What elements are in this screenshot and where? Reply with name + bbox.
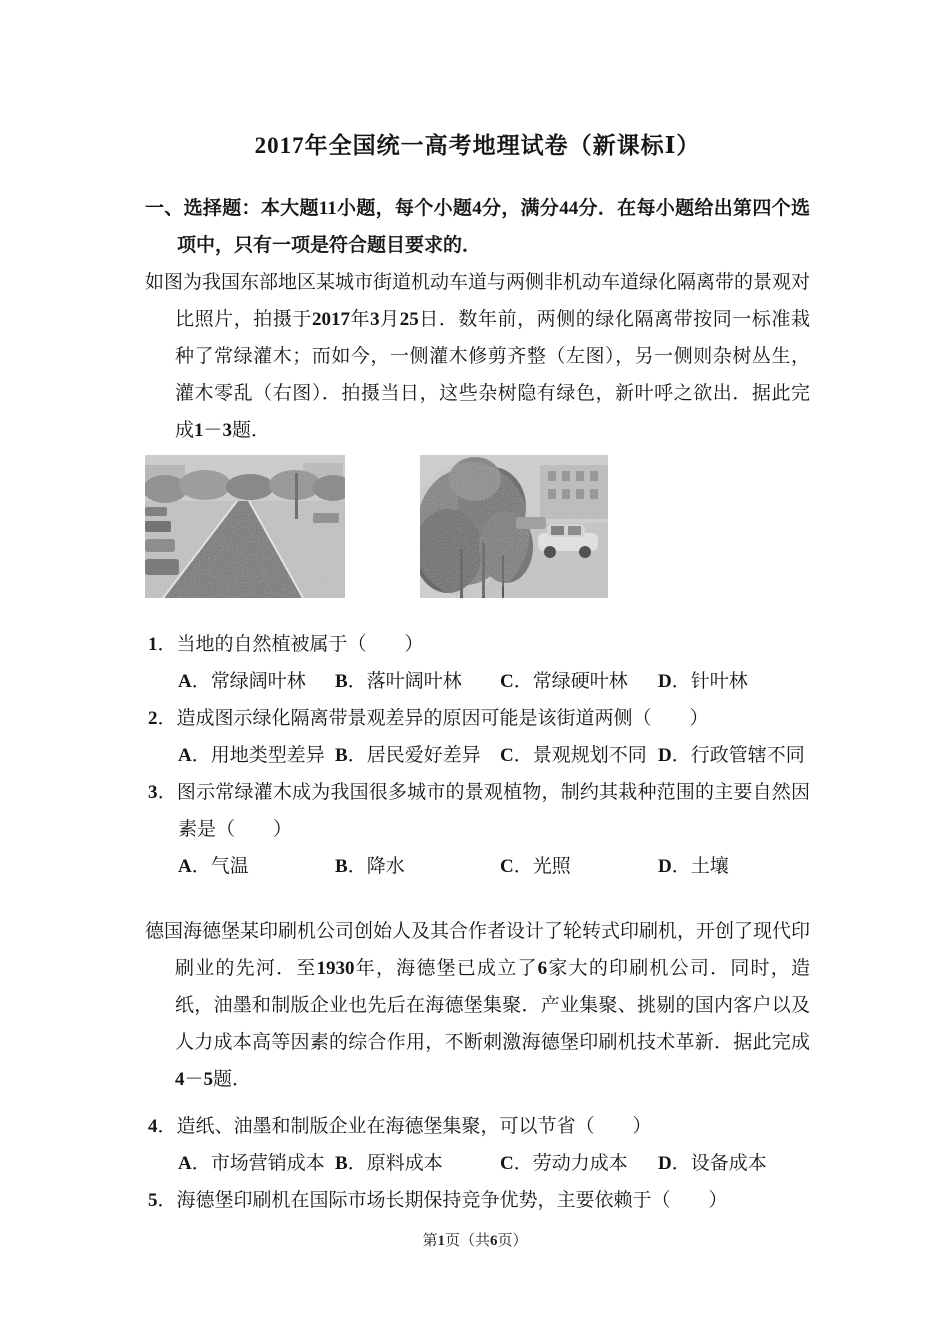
option: D．土壤 — [658, 856, 729, 877]
question-number: 1． — [148, 634, 177, 655]
question-1 — [148, 626, 810, 663]
option: C．景观规划不同 — [500, 745, 647, 766]
option: D．行政管辖不同 — [658, 745, 805, 766]
option: C．常绿硬叶林 — [500, 671, 628, 692]
option: D．设备成本 — [658, 1153, 767, 1174]
question-number: 5． — [148, 1190, 177, 1211]
option: B．落叶阔叶林 — [335, 671, 462, 692]
question-group-1-3 — [145, 626, 810, 885]
option: A．气温 — [178, 856, 249, 877]
passage-1: 如图为我国东部地区某城市街道机动车道与两侧非机动车道绿化隔离带的景观对比照片，拍摄于2017年3月25日．数年前，两侧的绿化隔离带按同一标准栽种了常绿灌木；而如今，一侧灌木修剪齐整（左图），另一侧则杂树丛生，灌木零乱（右图）．拍摄当日，这些杂树隐有绿色，新叶呼之欲出．据此完成1－3题． — [145, 272, 811, 441]
roadside-shrubs-photo — [420, 455, 608, 598]
option: C．光照 — [500, 856, 571, 877]
option: A．用地类型差异 — [178, 745, 325, 766]
option: C．劳动力成本 — [500, 1153, 628, 1174]
question-text: 造纸、油墨和制版企业在海德堡集聚，可以节省（ ） — [176, 1116, 652, 1137]
photo-row — [145, 455, 810, 598]
question-5 — [148, 1182, 810, 1219]
question-2-options — [148, 737, 810, 774]
question-number: 2． — [148, 708, 177, 729]
question-text: 图示常绿灌木成为我国很多城市的景观植物，制约其栽种范围的主要自然因素是（ ） — [176, 782, 810, 840]
section-heading: 一、选择题：本大题11小题，每个小题4分，满分44分．在每小题给出第四个选项中，只有一项是符合题目要求的． — [145, 198, 810, 256]
option: D．针叶林 — [658, 671, 748, 692]
question-2 — [148, 700, 810, 737]
question-text: 造成图示绿化隔离带景观差异的原因可能是该街道两侧（ ） — [176, 708, 709, 729]
option: A．市场营销成本 — [178, 1153, 325, 1174]
question-number: 4． — [148, 1116, 177, 1137]
page-footer: 第1页（共6页） — [422, 1233, 528, 1249]
question-text: 海德堡印刷机在国际市场长期保持竞争优势，主要依赖于（ ） — [176, 1190, 728, 1211]
option: B．降水 — [335, 856, 405, 877]
question-number: 3． — [148, 782, 177, 803]
option: A．常绿阔叶林 — [178, 671, 306, 692]
street-median-photo — [145, 455, 345, 598]
question-4-options — [148, 1145, 810, 1182]
question-3 — [148, 774, 810, 848]
passage-2: 德国海德堡某印刷机公司创始人及其合作者设计了轮转式印刷机，开创了现代印刷业的先河．至1930年，海德堡已成立了6家大的印刷机公司．同时，造纸，油墨和制版企业也先后在海德堡集聚．产业集聚、挑剔的国内客户以及人力成本高等因素的综合作用，不断刺激海德堡印刷机技术革新．据此完成4－5题． — [145, 921, 811, 1090]
page-title: 2017年全国统一高考地理试卷（新课标Ⅰ） — [254, 133, 701, 158]
question-4 — [148, 1108, 810, 1145]
option: B．居民爱好差异 — [335, 745, 481, 766]
question-1-options — [148, 663, 810, 700]
question-3-options — [148, 848, 810, 885]
option: B．原料成本 — [335, 1153, 443, 1174]
question-text: 当地的自然植被属于（ ） — [176, 634, 424, 655]
